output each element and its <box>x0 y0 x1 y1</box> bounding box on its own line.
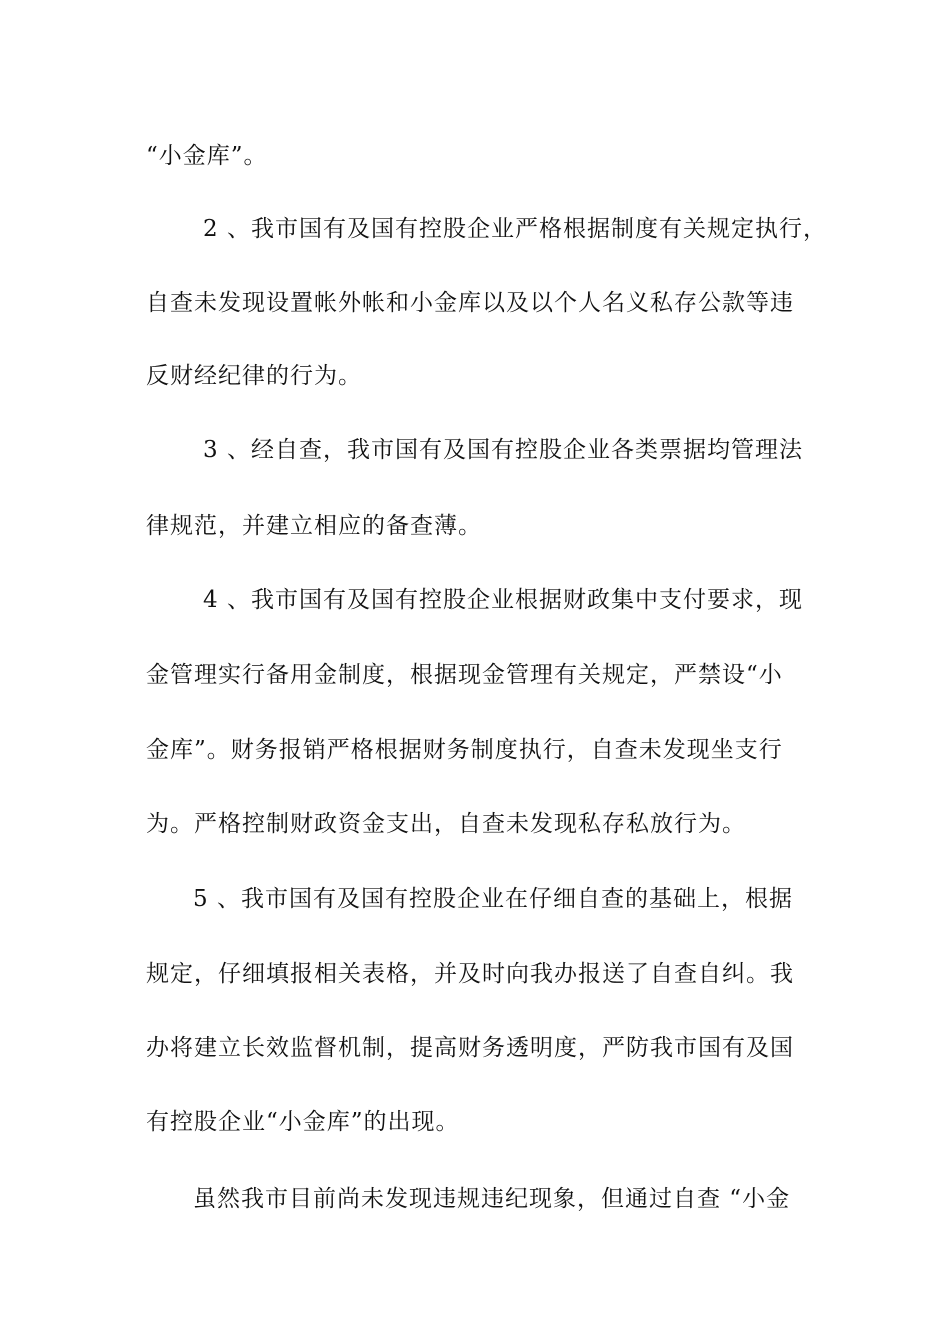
paragraph-2-line-3: 反财经纪律的行为。 <box>146 363 362 389</box>
paragraph-5-line-1: 5 、我市国有及国有控股企业在仔细自查的基础上，根据 <box>193 886 793 912</box>
paragraph-2-line-2: 自查未发现设置帐外帐和小金库以及以个人名义私存公款等违 <box>146 290 794 316</box>
paragraph-6-line-1: 虽然我市目前尚未发现违规违纪现象，但通过自查 “小金 <box>193 1186 791 1212</box>
paragraph-4-line-3: 金库”。财务报销严格根据财务制度执行，自查未发现坐支行 <box>146 737 783 763</box>
paragraph-4-line-1: 4 、我市国有及国有控股企业根据财政集中支付要求，现 <box>203 587 803 613</box>
paragraph-5-line-2: 规定，仔细填报相关表格，并及时向我办报送了自查自纠。我 <box>146 961 794 987</box>
paragraph-4-line-2: 金管理实行备用金制度，根据现金管理有关规定，严禁设“小 <box>146 662 783 688</box>
paragraph-5-line-3: 办将建立长效监督机制，提高财务透明度，严防我市国有及国 <box>146 1035 794 1061</box>
paragraph-2-line-1: 2 、我市国有及国有控股企业严格根据制度有关规定执行， <box>203 216 827 242</box>
text-line-1: “小金库”。 <box>146 143 268 169</box>
paragraph-4-line-4: 为。严格控制财政资金支出，自查未发现私存私放行为。 <box>146 811 746 837</box>
paragraph-3-line-1: 3 、经自查，我市国有及国有控股企业各类票据均管理法 <box>203 437 803 463</box>
paragraph-5-line-4: 有控股企业“小金库”的出现。 <box>146 1109 460 1135</box>
paragraph-3-line-2: 律规范，并建立相应的备查薄。 <box>146 513 482 539</box>
